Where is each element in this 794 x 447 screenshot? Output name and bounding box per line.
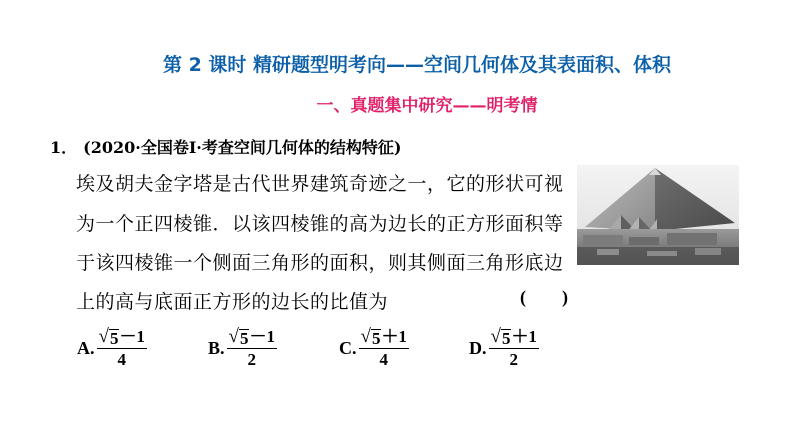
numerator	[359, 327, 409, 347]
option-c[interactable]	[339, 324, 409, 372]
question-line-1: 埃及胡夫金字塔是古代世界建筑奇迹之一，它的形状可视	[76, 173, 564, 195]
fraction-bar	[489, 348, 539, 349]
denominator: 4	[379, 350, 388, 369]
fraction	[97, 327, 147, 369]
fraction-bar	[97, 348, 147, 349]
pyramid-photo	[577, 165, 739, 265]
radicand: 5	[239, 329, 249, 348]
radicand: 5	[501, 329, 511, 348]
fraction-bar	[359, 348, 409, 349]
numerator	[97, 327, 147, 347]
section-subtitle: 一、真题集中研究——明考情	[316, 96, 538, 116]
question-line-2: 为一个正四棱锥．以该四棱锥的高为边长的正方形面积等	[76, 213, 564, 235]
denominator: 2	[247, 350, 256, 369]
denominator: 4	[117, 350, 126, 369]
numerator-op: －1	[249, 327, 275, 346]
fraction	[489, 327, 539, 369]
question-line-4: 上的高与底面正方形的边长的比值为	[76, 291, 389, 313]
numerator	[227, 327, 277, 347]
option-label: A.	[77, 337, 95, 358]
question-line-3: 于该四棱锥一个侧面三角形的面积，则其侧面三角形底边	[76, 252, 564, 274]
radicand: 5	[109, 329, 119, 348]
option-d[interactable]	[469, 324, 539, 372]
radicand: 5	[371, 329, 381, 348]
option-label: D.	[469, 337, 487, 358]
numerator-op: ＋1	[511, 327, 537, 346]
fraction	[359, 327, 409, 369]
fraction-bar	[227, 348, 277, 349]
numerator	[489, 327, 539, 347]
denominator: 2	[509, 350, 518, 369]
sqrt-icon: √	[360, 326, 371, 347]
option-label: B.	[208, 337, 225, 358]
numerator-op: －1	[119, 327, 145, 346]
option-label: C.	[339, 337, 357, 358]
page-title: 第 2 课时 精研题型明考向——空间几何体及其表面积、体积	[162, 54, 672, 76]
question-header	[50, 135, 401, 158]
sqrt-icon: √	[490, 326, 501, 347]
question-source: (2020·全国卷Ⅰ·考查空间几何体的结构特征)	[83, 138, 402, 157]
fraction	[227, 327, 277, 369]
question-number: 1．	[50, 138, 78, 157]
option-a[interactable]	[77, 324, 147, 372]
option-b[interactable]	[208, 324, 277, 372]
answer-blank: ( )	[520, 287, 568, 307]
numerator-op: ＋1	[381, 327, 407, 346]
sqrt-icon: √	[98, 326, 109, 347]
sqrt-icon: √	[228, 326, 239, 347]
